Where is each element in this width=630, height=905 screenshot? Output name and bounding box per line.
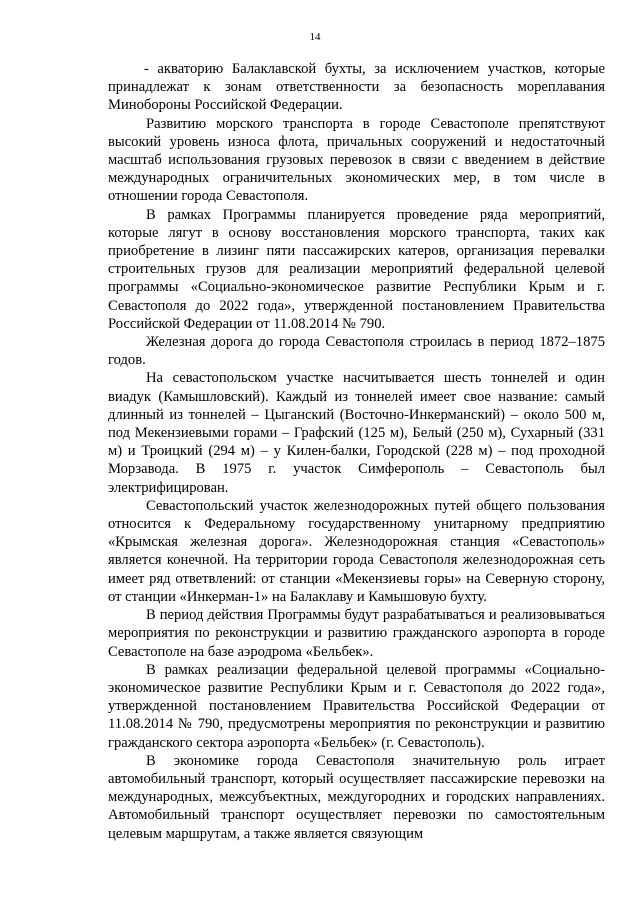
paragraph-railway-history: Железная дорога до города Севастополя строилась в период 1872–1875 годов. xyxy=(108,334,605,369)
paragraph-airport-federal-program: В рамках реализации федеральной целевой программы «Социально-экономическое развитие Республики Крым и г. Севастополя до 2022 года», утвержденной постановлением Правительства Российской Федерации от 11.08.2014 № 790, предусмотрены мероприятия по реконструкции и развитию гражданского сектора аэропорта «Бельбек» (г. Севастополь). xyxy=(108,661,605,751)
paragraph-railway-section: Севастопольский участок железнодорожных путей общего пользования относится к Федеральному государственному унитарному предприятию «Крымская железная дорога». Железнодорожная станция «Севастополь» является конечной. На территории города Севастополя железнодорожная сеть имеет ряд ответвлений: от станции «Мекензиевы горы» на Северную сторону, от станции «Инкерман-1» на Балаклаву и Камышовую бухту. xyxy=(108,497,605,605)
paragraph-road-transport: В экономике города Севастополя значительную роль играет автомобильный транспорт, который осуществляет пассажирские перевозки на международных, межсубъектных, междугородних и городских направлениях. Автомобильный транспорт осуществляет перевозки по самостоятельным целевым маршрутам, а также является связующим xyxy=(108,752,605,842)
document-body xyxy=(108,60,605,843)
paragraph-sea-transport-obstacles: Развитию морского транспорта в городе Севастополе препятствуют высокий уровень износа флота, причальных сооружений и недостаточный масштаб использования грузовых перевозок в связи с введением в действие международных ограничительных экономических мер, в том числе в отношении города Севастополя. xyxy=(108,115,605,205)
paragraph-tunnels: На севастопольском участке насчитывается шесть тоннелей и один виадук (Камышловский). Каждый из тоннелей имеет свое название: самый длинный из тоннелей – Цыганский (Восточно-Инкерманский) – около 500 м, под Мекензиевыми горами – Графский (125 м), Белый (250 м), Сухарный (331 м) и Троицкий (294 м) – у Килен-балки, Городской (228 м) – под проходной Морзавода. В 1975 г. участок Симферополь – Севастополь был электрифицирован. xyxy=(108,370,605,496)
paragraph-airport-program: В период действия Программы будут разрабатываться и реализовываться мероприятия по реконструкции и развитию гражданского аэропорта в городе Севастополе на базе аэродрома «Бельбек». xyxy=(108,607,605,660)
page-number: 14 xyxy=(309,31,321,43)
paragraph-program-measures: В рамках Программы планируется проведение ряда мероприятий, которые лягут в основу восстановления морского транспорта, таких как приобретение в лизинг пяти пассажирских катеров, организация перевалки строительных грузов для реализации мероприятий федеральной целевой программы «Социально-экономическое развитие Республики Крым и г. Севастополя до 2022 года», утвержденной постановлением Правительства Российской Федерации от 11.08.2014 № 790. xyxy=(108,206,605,332)
paragraph-balaklava-waters: - акваторию Балаклавской бухты, за исключением участков, которые принадлежат к зонам ответственности за безопасность мореплавания Минобороны Российской Федерации. xyxy=(108,61,605,114)
